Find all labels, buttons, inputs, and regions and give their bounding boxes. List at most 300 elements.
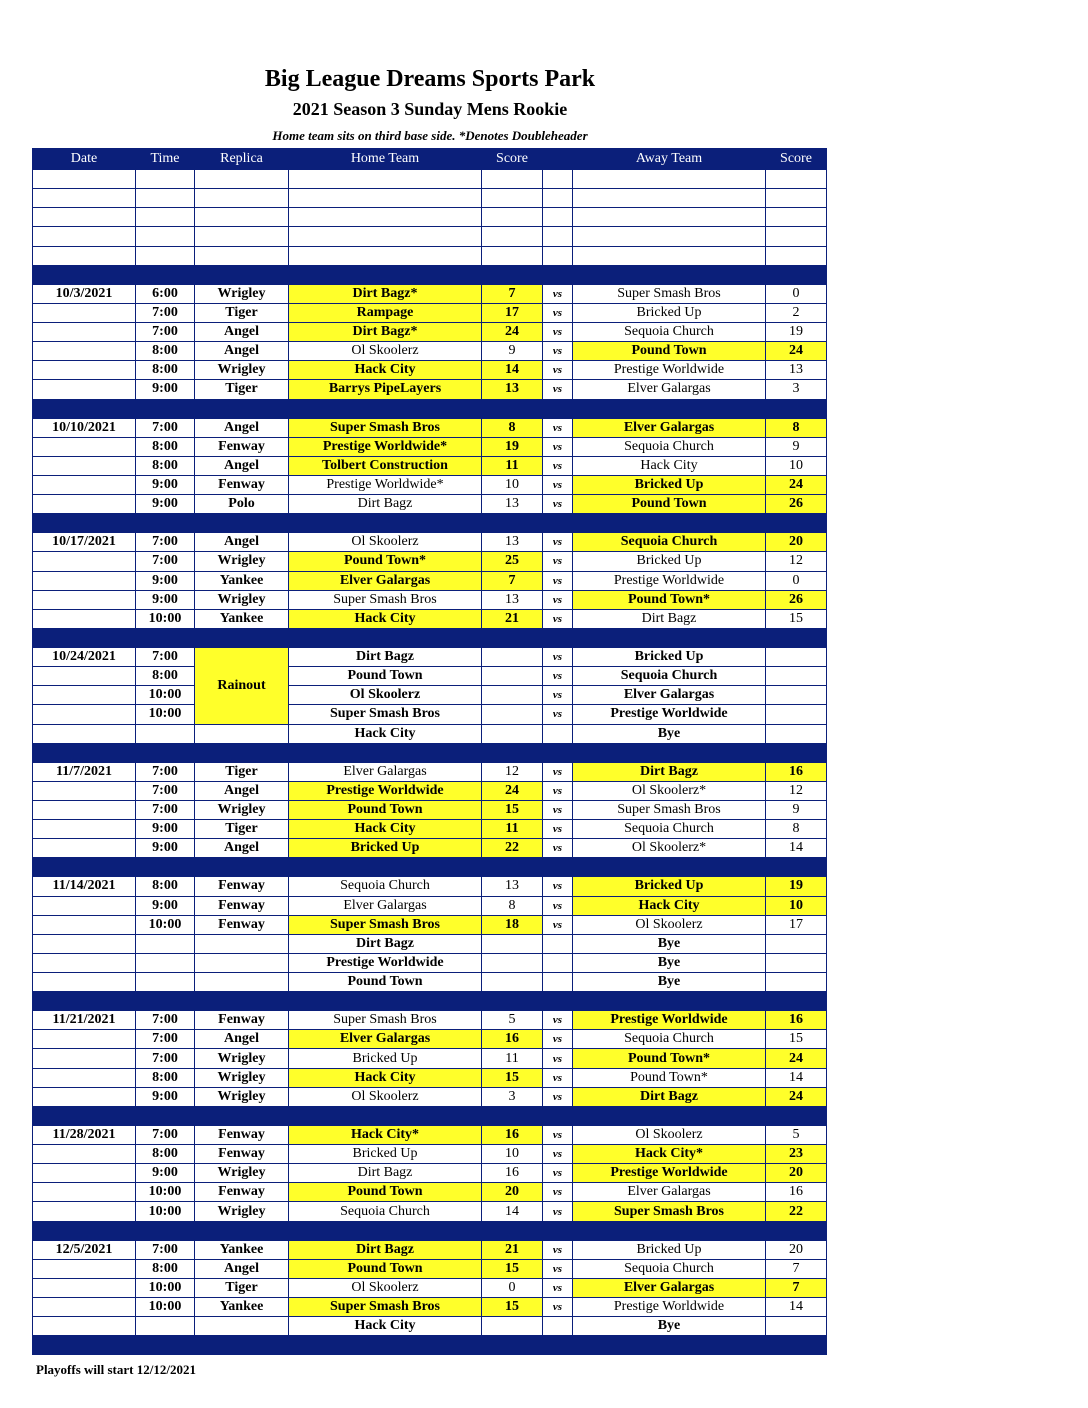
replica-cell: Fenway <box>195 475 289 494</box>
separator-cell <box>573 265 766 284</box>
away-team-cell: Elver Galargas <box>573 380 766 399</box>
blank-cell <box>33 227 136 246</box>
home-score-cell <box>482 647 543 666</box>
replica-cell: Tiger <box>195 762 289 781</box>
away-score-cell: 10 <box>766 456 827 475</box>
away-team-cell: Prestige Worldwide <box>573 1164 766 1183</box>
away-score-cell: 5 <box>766 1125 827 1144</box>
blank-cell <box>136 246 195 265</box>
time-cell: 10:00 <box>136 1298 195 1317</box>
away-score-cell: 14 <box>766 1068 827 1087</box>
game-row <box>33 820 827 839</box>
col-time: Time <box>136 149 195 170</box>
col-home-team: Home Team <box>289 149 482 170</box>
replica-cell: Fenway <box>195 877 289 896</box>
date-cell <box>33 1087 136 1106</box>
blank-cell <box>573 246 766 265</box>
away-score-cell <box>766 953 827 972</box>
away-score-cell: 17 <box>766 915 827 934</box>
home-team-cell: Pound Town <box>289 800 482 819</box>
date-cell <box>33 724 136 743</box>
blank-cell <box>543 246 573 265</box>
home-team-cell: Sequoia Church <box>289 877 482 896</box>
time-cell: 7:00 <box>136 552 195 571</box>
time-cell: 10:00 <box>136 1278 195 1297</box>
separator-cell <box>33 858 136 877</box>
away-score-cell: 0 <box>766 571 827 590</box>
away-team-cell: Sequoia Church <box>573 437 766 456</box>
blank-cell <box>289 170 482 189</box>
away-team-cell: Ol Skoolerz <box>573 915 766 934</box>
replica-cell: Fenway <box>195 896 289 915</box>
blank-cell <box>289 189 482 208</box>
blank-cell <box>573 208 766 227</box>
vs-cell: vs <box>543 590 573 609</box>
vs-cell: vs <box>543 1145 573 1164</box>
home-team-cell: Super Smash Bros <box>289 1298 482 1317</box>
time-cell: 9:00 <box>136 380 195 399</box>
home-score-cell: 15 <box>482 1068 543 1087</box>
time-cell: 8:00 <box>136 667 195 686</box>
date-cell <box>33 1164 136 1183</box>
home-score-cell <box>482 953 543 972</box>
date-cell <box>33 552 136 571</box>
separator-cell <box>136 1106 195 1125</box>
date-cell: 11/14/2021 <box>33 877 136 896</box>
date-cell <box>33 915 136 934</box>
replica-cell: Fenway <box>195 1125 289 1144</box>
separator-cell <box>482 1106 543 1125</box>
time-cell: 9:00 <box>136 839 195 858</box>
replica-cell: Tiger <box>195 303 289 322</box>
home-team-cell: Hack City <box>289 1068 482 1087</box>
away-team-cell: Hack City <box>573 896 766 915</box>
away-score-cell: 23 <box>766 1145 827 1164</box>
vs-cell: vs <box>543 1068 573 1087</box>
home-score-cell: 20 <box>482 1183 543 1202</box>
vs-cell: vs <box>543 1049 573 1068</box>
blank-row <box>33 227 827 246</box>
date-cell <box>33 437 136 456</box>
away-score-cell: 20 <box>766 1240 827 1259</box>
separator-cell <box>543 992 573 1011</box>
vs-cell <box>543 973 573 992</box>
home-score-cell: 9 <box>482 342 543 361</box>
time-cell: 9:00 <box>136 820 195 839</box>
away-team-cell: Bricked Up <box>573 303 766 322</box>
separator-cell <box>136 265 195 284</box>
home-team-cell: Ol Skoolerz <box>289 342 482 361</box>
away-team-cell: Super Smash Bros <box>573 284 766 303</box>
separator-cell <box>136 743 195 762</box>
home-team-cell: Dirt Bagz <box>289 1164 482 1183</box>
blank-cell <box>289 208 482 227</box>
game-row <box>33 1183 827 1202</box>
vs-cell: vs <box>543 915 573 934</box>
home-score-cell: 10 <box>482 475 543 494</box>
date-cell: 10/24/2021 <box>33 647 136 666</box>
blank-cell <box>573 189 766 208</box>
replica-cell: Angel <box>195 1030 289 1049</box>
home-score-cell <box>482 667 543 686</box>
separator-cell <box>482 992 543 1011</box>
away-score-cell <box>766 667 827 686</box>
date-cell <box>33 322 136 341</box>
blank-cell <box>543 208 573 227</box>
away-team-cell: Prestige Worldwide <box>573 705 766 724</box>
home-team-cell: Prestige Worldwide <box>289 953 482 972</box>
away-score-cell: 8 <box>766 418 827 437</box>
col-away-score: Score <box>766 149 827 170</box>
away-score-cell: 16 <box>766 762 827 781</box>
home-team-cell: Ol Skoolerz <box>289 686 482 705</box>
vs-cell: vs <box>543 781 573 800</box>
home-team-cell: Dirt Bagz* <box>289 322 482 341</box>
game-row <box>33 781 827 800</box>
separator-cell <box>33 743 136 762</box>
home-team-cell: Super Smash Bros <box>289 590 482 609</box>
separator-cell <box>33 1106 136 1125</box>
home-score-cell: 12 <box>482 762 543 781</box>
vs-cell: vs <box>543 820 573 839</box>
blank-cell <box>543 170 573 189</box>
time-cell: 7:00 <box>136 418 195 437</box>
blank-cell <box>289 227 482 246</box>
col-replica: Replica <box>195 149 289 170</box>
away-team-cell: Pound Town* <box>573 1068 766 1087</box>
vs-cell: vs <box>543 1240 573 1259</box>
blank-cell <box>33 189 136 208</box>
home-score-cell: 7 <box>482 284 543 303</box>
blank-row <box>33 189 827 208</box>
away-score-cell: 14 <box>766 839 827 858</box>
away-score-cell: 8 <box>766 820 827 839</box>
home-score-cell: 25 <box>482 552 543 571</box>
vs-cell: vs <box>543 571 573 590</box>
separator-cell <box>33 399 136 418</box>
home-team-cell: Dirt Bagz <box>289 495 482 514</box>
time-cell: 8:00 <box>136 877 195 896</box>
home-score-cell: 10 <box>482 1145 543 1164</box>
blank-cell <box>33 208 136 227</box>
replica-cell: Wrigley <box>195 361 289 380</box>
home-score-cell: 24 <box>482 781 543 800</box>
home-team-cell: Dirt Bagz <box>289 647 482 666</box>
game-row <box>33 533 827 552</box>
col-vs <box>543 149 573 170</box>
separator-cell <box>33 265 136 284</box>
replica-cell: Wrigley <box>195 590 289 609</box>
time-cell: 9:00 <box>136 571 195 590</box>
date-cell: 10/3/2021 <box>33 284 136 303</box>
week-separator-row <box>33 1336 827 1355</box>
away-team-cell: Hack City* <box>573 1145 766 1164</box>
away-score-cell <box>766 724 827 743</box>
replica-cell: Wrigley <box>195 284 289 303</box>
separator-cell <box>195 992 289 1011</box>
blank-cell <box>766 170 827 189</box>
date-cell: 10/10/2021 <box>33 418 136 437</box>
vs-cell: vs <box>543 609 573 628</box>
home-score-cell: 16 <box>482 1164 543 1183</box>
date-cell <box>33 1298 136 1317</box>
separator-cell <box>289 858 482 877</box>
date-cell: 11/21/2021 <box>33 1011 136 1030</box>
time-cell: 10:00 <box>136 609 195 628</box>
col-away-team: Away Team <box>573 149 766 170</box>
home-score-cell: 22 <box>482 839 543 858</box>
separator-cell <box>136 858 195 877</box>
separator-cell <box>543 858 573 877</box>
week-separator-row <box>33 399 827 418</box>
separator-cell <box>289 743 482 762</box>
date-cell <box>33 1030 136 1049</box>
away-score-cell: 7 <box>766 1259 827 1278</box>
replica-cell: Wrigley <box>195 1202 289 1221</box>
home-team-cell: Pound Town <box>289 1259 482 1278</box>
time-cell: 10:00 <box>136 1183 195 1202</box>
date-cell <box>33 495 136 514</box>
rainout-row <box>33 647 827 666</box>
away-team-cell: Pound Town* <box>573 590 766 609</box>
away-score-cell: 9 <box>766 437 827 456</box>
separator-cell <box>195 1106 289 1125</box>
separator-cell <box>543 628 573 647</box>
doubleheader-note: Home team sits on third base side. *Denotes Doubleheader <box>272 128 588 143</box>
away-team-cell: Sequoia Church <box>573 1030 766 1049</box>
home-team-cell: Bricked Up <box>289 839 482 858</box>
vs-cell: vs <box>543 361 573 380</box>
vs-cell: vs <box>543 686 573 705</box>
separator-cell <box>482 514 543 533</box>
separator-cell <box>573 992 766 1011</box>
game-row <box>33 571 827 590</box>
game-row <box>33 839 827 858</box>
date-cell <box>33 590 136 609</box>
separator-cell <box>482 1336 543 1355</box>
date-cell <box>33 475 136 494</box>
replica-cell: Wrigley <box>195 1049 289 1068</box>
blank-cell <box>482 208 543 227</box>
separator-cell <box>766 743 827 762</box>
date-cell <box>33 1317 136 1336</box>
replica-cell: Angel <box>195 781 289 800</box>
home-score-cell: 13 <box>482 877 543 896</box>
date-cell <box>33 303 136 322</box>
game-row <box>33 418 827 437</box>
separator-cell <box>766 992 827 1011</box>
vs-cell: vs <box>543 380 573 399</box>
vs-cell: vs <box>543 647 573 666</box>
home-team-cell: Dirt Bagz <box>289 1240 482 1259</box>
separator-cell <box>289 399 482 418</box>
replica-cell: Wrigley <box>195 552 289 571</box>
time-cell: 9:00 <box>136 896 195 915</box>
date-cell <box>33 1278 136 1297</box>
playoffs-note: Playoffs will start 12/12/2021 <box>36 1362 196 1377</box>
away-team-cell: Ol Skoolerz* <box>573 781 766 800</box>
vs-cell: vs <box>543 1030 573 1049</box>
home-team-cell: Hack City <box>289 724 482 743</box>
date-cell <box>33 456 136 475</box>
vs-cell: vs <box>543 1202 573 1221</box>
time-cell: 9:00 <box>136 475 195 494</box>
replica-cell: Angel <box>195 342 289 361</box>
date-cell <box>33 361 136 380</box>
away-team-cell: Elver Galargas <box>573 1278 766 1297</box>
game-row <box>33 380 827 399</box>
separator-cell <box>543 1106 573 1125</box>
time-cell: 8:00 <box>136 1068 195 1087</box>
home-score-cell: 19 <box>482 437 543 456</box>
home-score-cell: 16 <box>482 1030 543 1049</box>
away-score-cell: 26 <box>766 590 827 609</box>
away-team-cell: Bricked Up <box>573 877 766 896</box>
away-score-cell: 24 <box>766 342 827 361</box>
replica-cell: Fenway <box>195 1183 289 1202</box>
rainout-cell: Rainout <box>195 647 289 724</box>
date-cell <box>33 686 136 705</box>
separator-cell <box>195 628 289 647</box>
time-cell <box>136 953 195 972</box>
separator-cell <box>766 514 827 533</box>
home-score-cell: 13 <box>482 380 543 399</box>
separator-cell <box>33 514 136 533</box>
away-team-cell: Dirt Bagz <box>573 1087 766 1106</box>
separator-cell <box>543 265 573 284</box>
replica-cell: Angel <box>195 456 289 475</box>
away-score-cell: 22 <box>766 1202 827 1221</box>
home-team-cell: Hack City <box>289 609 482 628</box>
replica-cell: Wrigley <box>195 1164 289 1183</box>
away-score-cell: 12 <box>766 781 827 800</box>
blank-cell <box>766 189 827 208</box>
time-cell: 7:00 <box>136 800 195 819</box>
home-team-cell: Super Smash Bros <box>289 915 482 934</box>
separator-cell <box>766 1336 827 1355</box>
vs-cell: vs <box>543 475 573 494</box>
week-separator-row <box>33 1106 827 1125</box>
separator-cell <box>195 265 289 284</box>
vs-cell: vs <box>543 705 573 724</box>
separator-cell <box>482 858 543 877</box>
separator-cell <box>195 514 289 533</box>
vs-cell: vs <box>543 495 573 514</box>
home-score-cell <box>482 724 543 743</box>
game-row <box>33 361 827 380</box>
blank-row <box>33 208 827 227</box>
separator-cell <box>136 1336 195 1355</box>
page-subtitle: 2021 Season 3 Sunday Mens Rookie <box>292 99 568 119</box>
date-cell <box>33 934 136 953</box>
separator-cell <box>573 1336 766 1355</box>
replica-cell: Angel <box>195 839 289 858</box>
game-row <box>33 1049 827 1068</box>
separator-cell <box>573 743 766 762</box>
home-score-cell <box>482 1317 543 1336</box>
away-score-cell <box>766 973 827 992</box>
home-team-cell: Pound Town <box>289 973 482 992</box>
date-cell <box>33 609 136 628</box>
blank-cell <box>482 246 543 265</box>
home-team-cell: Hack City <box>289 361 482 380</box>
blank-cell <box>33 246 136 265</box>
home-team-cell: Tolbert Construction <box>289 456 482 475</box>
vs-cell: vs <box>543 456 573 475</box>
home-score-cell: 16 <box>482 1125 543 1144</box>
home-score-cell: 7 <box>482 571 543 590</box>
blank-cell <box>543 189 573 208</box>
vs-cell: vs <box>543 1278 573 1297</box>
replica-cell: Polo <box>195 495 289 514</box>
date-cell <box>33 1202 136 1221</box>
vs-cell: vs <box>543 839 573 858</box>
time-cell: 7:00 <box>136 1011 195 1030</box>
vs-cell: vs <box>543 284 573 303</box>
game-row <box>33 437 827 456</box>
vs-cell: vs <box>543 1087 573 1106</box>
date-cell <box>33 1145 136 1164</box>
away-score-cell: 10 <box>766 896 827 915</box>
away-team-cell: Prestige Worldwide <box>573 571 766 590</box>
away-team-cell: Ol Skoolerz <box>573 1125 766 1144</box>
replica-cell: Yankee <box>195 609 289 628</box>
home-team-cell: Ol Skoolerz <box>289 533 482 552</box>
date-cell: 10/17/2021 <box>33 533 136 552</box>
bye-row <box>33 934 827 953</box>
game-row <box>33 1030 827 1049</box>
away-score-cell: 7 <box>766 1278 827 1297</box>
separator-cell <box>766 399 827 418</box>
game-row <box>33 1125 827 1144</box>
home-team-cell: Elver Galargas <box>289 1030 482 1049</box>
separator-cell <box>33 1336 136 1355</box>
blank-cell <box>195 170 289 189</box>
away-team-cell: Pound Town* <box>573 1049 766 1068</box>
home-team-cell: Hack City <box>289 1317 482 1336</box>
vs-cell <box>543 953 573 972</box>
time-cell: 10:00 <box>136 705 195 724</box>
replica-cell <box>195 953 289 972</box>
separator-cell <box>289 1336 482 1355</box>
vs-cell: vs <box>543 896 573 915</box>
home-team-cell: Dirt Bagz* <box>289 284 482 303</box>
blank-cell <box>136 170 195 189</box>
game-row <box>33 877 827 896</box>
game-row <box>33 456 827 475</box>
replica-cell: Angel <box>195 533 289 552</box>
home-team-cell: Ol Skoolerz <box>289 1278 482 1297</box>
game-row <box>33 284 827 303</box>
vs-cell: vs <box>543 1298 573 1317</box>
separator-cell <box>543 1336 573 1355</box>
time-cell: 10:00 <box>136 1202 195 1221</box>
away-team-cell: Super Smash Bros <box>573 1202 766 1221</box>
page-title: Big League Dreams Sports Park <box>264 66 596 92</box>
separator-cell <box>195 743 289 762</box>
home-team-cell: Hack City <box>289 820 482 839</box>
time-cell: 7:00 <box>136 781 195 800</box>
separator-cell <box>482 399 543 418</box>
time-cell <box>136 724 195 743</box>
away-score-cell: 15 <box>766 1030 827 1049</box>
away-team-cell: Bricked Up <box>573 552 766 571</box>
home-team-cell: Elver Galargas <box>289 896 482 915</box>
away-team-cell: Prestige Worldwide <box>573 1011 766 1030</box>
date-cell <box>33 839 136 858</box>
rainout-row <box>33 686 827 705</box>
home-team-cell: Pound Town* <box>289 552 482 571</box>
